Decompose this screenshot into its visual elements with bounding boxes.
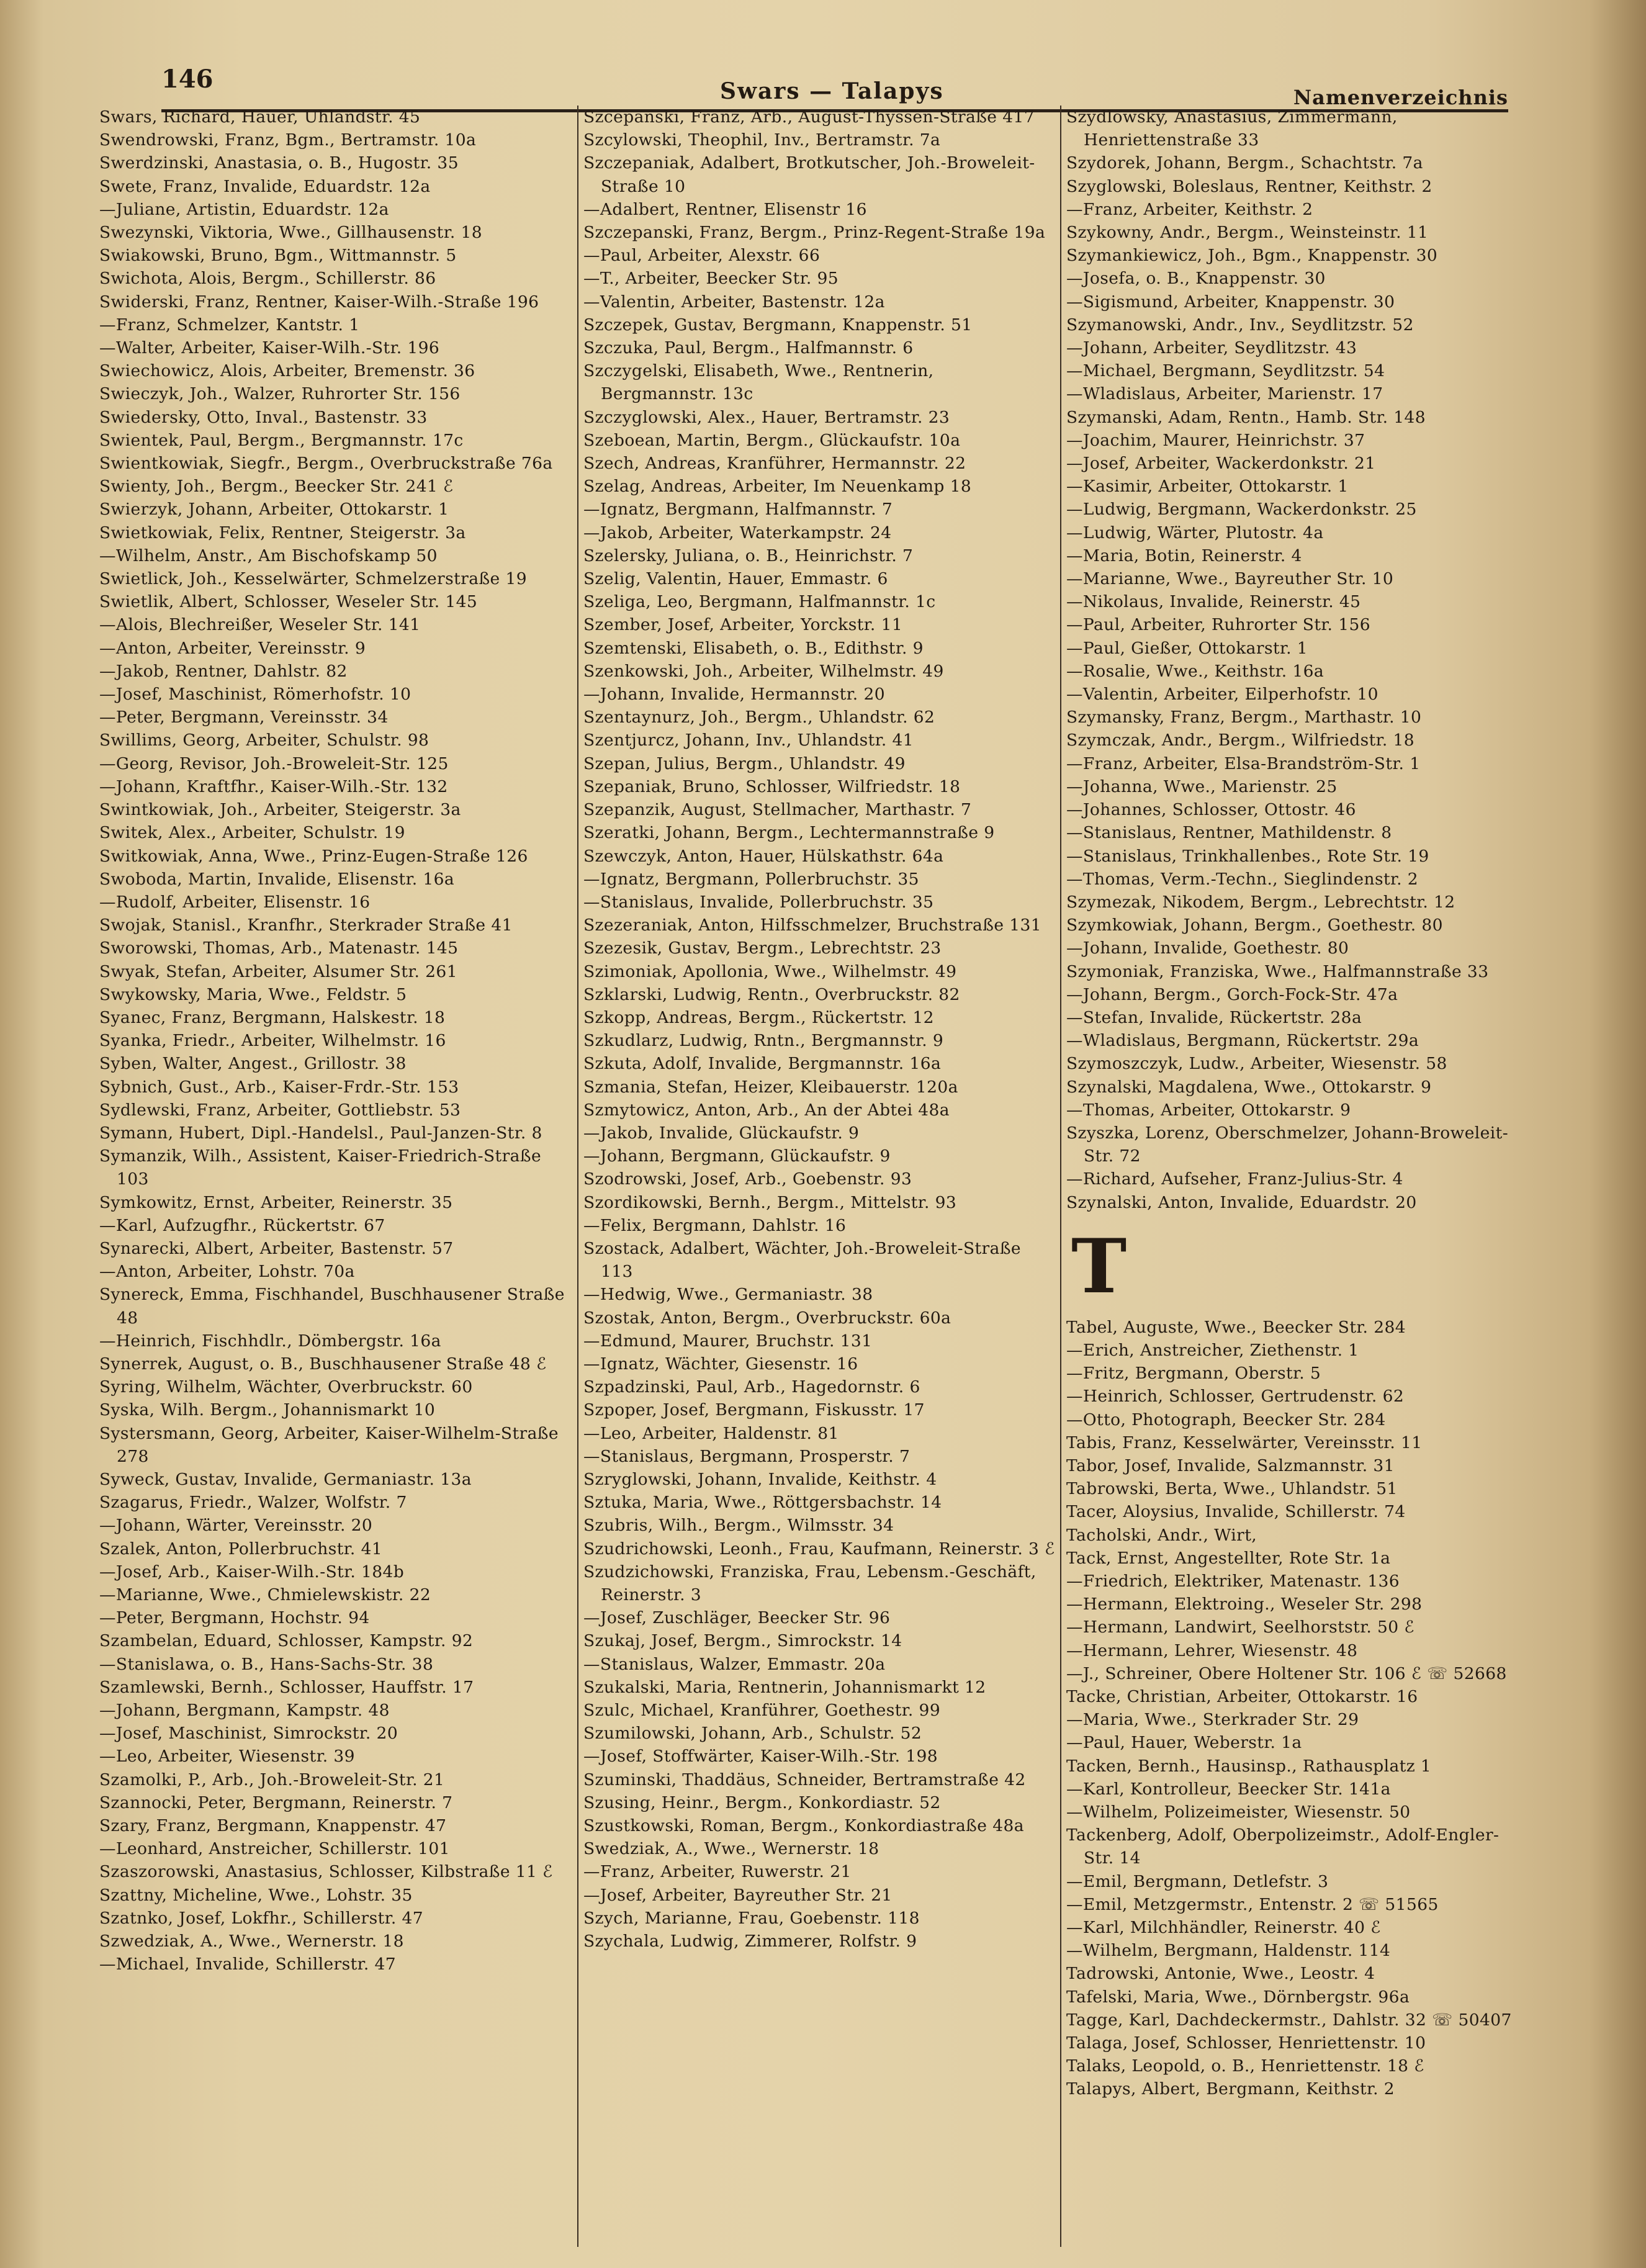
directory-entry: —Jakob, Invalide, Glückaufstr. 9 [583,1123,860,1143]
directory-entry: Szczepanski, Franz, Bergm., Prinz-Regent-Straße 19a [583,223,1046,243]
directory-entry: —Ludwig, Bergmann, Wackerdonkstr. 25 [1066,500,1417,520]
directory-entry: Szychala, Ludwig, Zimmerer, Rolfstr. 9 [583,1932,917,1951]
directory-entry: Szepaniak, Bruno, Schlosser, Wilfriedstr. 18 [583,776,961,796]
column-3-s-entries [1066,106,1519,1214]
directory-entry: —Johanna, Wwe., Marienstr. 25 [1066,776,1338,796]
directory-entry: —Stanislaus, Invalide, Pollerbruchstr. 35 [583,892,934,912]
running-title: Swars — Talapys [720,78,944,104]
directory-entry: Szkudlarz, Ludwig, Rntn., Bergmannstr. 9 [583,1031,944,1051]
directory-entry: Szamlewski, Bernh., Schlosser, Hauffstr. 17 [99,1677,474,1697]
directory-entry: Szuminski, Thaddäus, Schneider, Bertramstraße 42 [583,1770,1026,1789]
directory-entry: Swyak, Stefan, Arbeiter, Alsumer Str. 261 [99,961,457,981]
directory-entry: Szczyglowski, Alex., Hauer, Bertramstr. 23 [583,407,950,427]
directory-entry: —Johann, Arbeiter, Seydlitzstr. 43 [1066,338,1357,358]
directory-entry: Tacholski, Andr., Wirt, [1066,1525,1257,1545]
directory-entry: —Michael, Invalide, Schillerstr. 47 [99,1955,396,1974]
directory-entry: —J., Schreiner, Obere Holtener Str. 106 ℰ ☏ 52668 [1066,1663,1507,1683]
directory-entry: —Nikolaus, Invalide, Reinerstr. 45 [1066,592,1361,612]
directory-entry: Symanzik, Wilh., Assistent, Kaiser-Friedrich-Straße 103 [99,1146,542,1189]
directory-entry: —Franz, Arbeiter, Elsa-Brandström-Str. 1 [1066,754,1421,773]
directory-entry: Syben, Walter, Angest., Grillostr. 38 [99,1054,407,1074]
directory-entry: Tabel, Auguste, Wwe., Beecker Str. 284 [1066,1317,1406,1337]
directory-entry: —Paul, Gießer, Ottokarstr. 1 [1066,638,1308,658]
directory-entry: —Wladislaus, Arbeiter, Marienstr. 17 [1066,384,1383,404]
directory-entry: —Peter, Bergmann, Vereinsstr. 34 [99,708,389,727]
directory-entry: —Wladislaus, Bergmann, Rückertstr. 29a [1066,1031,1419,1051]
directory-entry: Szostak, Anton, Bergm., Overbruckstr. 60a [583,1308,951,1328]
directory-entry: Swiakowski, Bruno, Bgm., Wittmannstr. 5 [99,246,457,266]
directory-entry: Szalek, Anton, Pollerbruchstr. 41 [99,1539,383,1559]
directory-entry: —Fritz, Bergmann, Oberstr. 5 [1066,1364,1321,1384]
directory-entry: Szewczyk, Anton, Hauer, Hülskathstr. 64a [583,846,944,866]
directory-entry: —Walter, Arbeiter, Kaiser-Wilh.-Str. 196 [99,338,440,358]
directory-entry: —Josef, Maschinist, Römerhofstr. 10 [99,685,412,704]
directory-entry: —Stanislawa, o. B., Hans-Sachs-Str. 38 [99,1654,434,1674]
directory-entry: —Josef, Stoffwärter, Kaiser-Wilh.-Str. 198 [583,1747,938,1766]
directory-entry: Szklarski, Ludwig, Rentn., Overbruckstr. 82 [583,984,960,1004]
directory-entry: —Johann, Bergmann, Kampstr. 48 [99,1701,390,1721]
directory-entry: —Ignatz, Bergmann, Pollerbruchstr. 35 [583,869,919,889]
directory-entry: Szustkowski, Roman, Bergm., Konkordiastraße 48a [583,1816,1024,1836]
directory-entry: —Franz, Arbeiter, Keithstr. 2 [1066,199,1313,219]
directory-entry: Szagarus, Friedr., Walzer, Wolfstr. 7 [99,1493,407,1513]
directory-entry: Szymansky, Franz, Bergm., Marthastr. 10 [1066,708,1422,727]
directory-entry: Swete, Franz, Invalide, Eduardstr. 12a [99,176,431,196]
directory-entry: —Friedrich, Elektriker, Matenastr. 136 [1066,1571,1400,1591]
directory-entry: Synereck, Emma, Fischhandel, Buschhausener Straße 48 [99,1285,565,1328]
directory-entry: Szymoszczyk, Ludw., Arbeiter, Wiesenstr. 58 [1066,1054,1447,1074]
directory-entry: Swoboda, Martin, Invalide, Elisenstr. 16a [99,869,455,889]
directory-entry: Syring, Wilhelm, Wächter, Overbruckstr. 60 [99,1377,473,1397]
directory-entry: Swykowsky, Maria, Wwe., Feldstr. 5 [99,984,407,1004]
directory-entry: Szamolki, P., Arb., Joh.-Broweleit-Str. 21 [99,1770,445,1789]
directory-entry: Switkowiak, Anna, Wwe., Prinz-Eugen-Straße 126 [99,846,528,866]
directory-entry: Swietlick, Joh., Kesselwärter, Schmelzerstraße 19 [99,569,527,589]
directory-entry: Szannocki, Peter, Bergmann, Reinerstr. 7 [99,1793,453,1812]
directory-entry: —Ignatz, Wächter, Giesenstr. 16 [583,1354,858,1374]
directory-entry: Swerdzinski, Anastasia, o. B., Hugostr. 35 [99,153,459,173]
directory-entry: —Rudolf, Arbeiter, Elisenstr. 16 [99,892,371,912]
directory-entry: Szudrichowski, Leonh., Frau, Kaufmann, Reinerstr. 3 ℰ [583,1539,1055,1559]
directory-entry: —Rosalie, Wwe., Keithstr. 16a [1066,661,1324,681]
directory-entry: Tabrowski, Berta, Wwe., Uhlandstr. 51 [1066,1479,1398,1499]
directory-entry: Swietlik, Albert, Schlosser, Weseler Str. 145 [99,592,478,612]
directory-entry: —Stanislaus, Trinkhallenbes., Rote Str. 19 [1066,846,1429,866]
directory-entry: Szyglowski, Boleslaus, Rentner, Keithstr. 2 [1066,176,1432,196]
directory-entry: Sztuka, Maria, Wwe., Röttgersbachstr. 14 [583,1493,942,1513]
directory-entry: Syweck, Gustav, Invalide, Germaniastr. 13a [99,1469,472,1489]
directory-entry: Szymanowski, Andr., Inv., Seydlitzstr. 52 [1066,315,1414,335]
directory-entry: Szusing, Heinr., Bergm., Konkordiastr. 52 [583,1793,941,1812]
directory-entry: Szenkowski, Joh., Arbeiter, Wilhelmstr. 49 [583,661,944,681]
directory-entry: —Josef, Arb., Kaiser-Wilh.-Str. 184b [99,1562,405,1582]
directory-entry: —Paul, Arbeiter, Alexstr. 66 [583,246,821,266]
section-title: Namenverzeichnis [1293,86,1508,109]
directory-entry: —Ludwig, Wärter, Plutostr. 4a [1066,523,1324,542]
directory-entry: —Maria, Wwe., Sterkrader Str. 29 [1066,1710,1359,1730]
directory-entry: Symkowitz, Ernst, Arbeiter, Reinerstr. 35 [99,1192,453,1212]
directory-entry: —Wilhelm, Bergmann, Haldenstr. 114 [1066,1941,1391,1961]
directory-entry: —Stefan, Invalide, Rückertstr. 28a [1066,1007,1362,1027]
directory-entry: —Maria, Botin, Reinerstr. 4 [1066,546,1302,565]
directory-entry: —Edmund, Maurer, Bruchstr. 131 [583,1331,873,1351]
directory-entry: —Johann, Invalide, Goethestr. 80 [1066,938,1349,958]
directory-entry: —Josef, Zuschläger, Beecker Str. 96 [583,1608,891,1628]
directory-entry: Szkopp, Andreas, Bergm., Rückertstr. 12 [583,1007,934,1027]
directory-entry: —Sigismund, Arbeiter, Knappenstr. 30 [1066,292,1395,312]
directory-entry: Szepanzik, August, Stellmacher, Marthastr. 7 [583,800,972,820]
directory-entry: Szykowny, Andr., Bergm., Weinsteinstr. 11 [1066,223,1429,243]
directory-entry: —Joachim, Maurer, Heinrichstr. 37 [1066,430,1365,450]
directory-entry: —Josefa, o. B., Knappenstr. 30 [1066,269,1326,289]
directory-entry: Szelig, Valentin, Hauer, Emmastr. 6 [583,569,888,589]
directory-entry: —Johann, Invalide, Hermannstr. 20 [583,685,885,704]
directory-entry: Szych, Marianne, Frau, Goebenstr. 118 [583,1908,920,1928]
directory-entry: Szech, Andreas, Kranführer, Hermannstr. 22 [583,454,966,474]
directory-entry: Szymanski, Adam, Rentn., Hamb. Str. 148 [1066,407,1426,427]
directory-entry: Szemtenski, Elisabeth, o. B., Edithstr. 9 [583,638,924,658]
directory-entry: Swillims, Georg, Arbeiter, Schulstr. 98 [99,731,429,750]
directory-entry: Szcylowski, Theophil, Inv., Bertramstr. 7a [583,130,941,150]
directory-entry: —Georg, Revisor, Joh.-Broweleit-Str. 125 [99,754,449,773]
column-3 [1060,106,1519,2247]
directory-entry: Swienty, Joh., Bergm., Beecker Str. 241 ℰ [99,477,454,497]
directory-entry: —Karl, Milchhändler, Reinerstr. 40 ℰ [1066,1918,1381,1938]
directory-entry: Szodrowski, Josef, Arb., Goebenstr. 93 [583,1169,912,1189]
directory-entry: Szymoniak, Franziska, Wwe., Halfmannstraße 33 [1066,961,1489,981]
directory-entry: Szmytowicz, Anton, Arb., An der Abtei 48a [583,1100,950,1120]
directory-entry: Sybnich, Gust., Arb., Kaiser-Frdr.-Str. 153 [99,1077,459,1097]
directory-entry: Szydorek, Johann, Bergm., Schachtstr. 7a [1066,153,1423,173]
directory-entry: —Stanislaus, Walzer, Emmastr. 20a [583,1654,886,1674]
directory-entry: —T., Arbeiter, Beecker Str. 95 [583,269,839,289]
directory-entry: —Stanislaus, Bergmann, Prosperstr. 7 [583,1446,911,1466]
directory-entry: Szelag, Andreas, Arbeiter, Im Neuenkamp 18 [583,477,972,497]
directory-entry: Sworowski, Thomas, Arb., Matenastr. 145 [99,938,459,958]
directory-entry: Szumilowski, Johann, Arb., Schulstr. 52 [583,1724,922,1744]
directory-entry: Syanka, Friedr., Arbeiter, Wilhelmstr. 16 [99,1031,446,1051]
directory-entry: Szentjurcz, Johann, Inv., Uhlandstr. 41 [583,731,914,750]
directory-entry: Szukaj, Josef, Bergm., Simrockstr. 14 [583,1631,902,1651]
directory-entry: Szezesik, Gustav, Bergm., Lebrechtstr. 23 [583,938,942,958]
directory-entry: —Anton, Arbeiter, Lohstr. 70a [99,1262,355,1282]
directory-entry: —Ignatz, Bergmann, Halfmannstr. 7 [583,500,893,520]
directory-entry: —Peter, Bergmann, Hochstr. 94 [99,1608,370,1628]
directory-entry: Szordikowski, Bernh., Bergm., Mittelstr. 93 [583,1192,957,1212]
directory-entry: —Adalbert, Rentner, Elisenstr 16 [583,199,867,219]
directory-entry: Szwedziak, A., Wwe., Wernerstr. 18 [99,1932,404,1951]
directory-entry: Szember, Josef, Arbeiter, Yorckstr. 11 [583,615,903,635]
directory-entry: —Paul, Arbeiter, Ruhrorter Str. 156 [1066,615,1370,635]
directory-entry: Szezeraniak, Anton, Hilfsschmelzer, Bruchstraße 131 [583,916,1042,935]
directory-entry: —Anton, Arbeiter, Vereinsstr. 9 [99,638,366,658]
directory-entry: Szcepanski, Franz, Arb., August-Thyssen-Straße 417 [583,107,1035,127]
directory-entry: —Josef, Arbeiter, Bayreuther Str. 21 [583,1885,893,1905]
directory-entry: —Thomas, Verm.-Techn., Sieglindenstr. 2 [1066,869,1419,889]
directory-entry: Swars, Richard, Hauer, Uhlandstr. 45 [99,107,421,127]
directory-entry: Szepan, Julius, Bergm., Uhlandstr. 49 [583,754,906,773]
directory-entry: Tagge, Karl, Dachdeckermstr., Dahlstr. 32 ☏ 50407 [1066,2010,1512,2030]
directory-entry: —Franz, Schmelzer, Kantstr. 1 [99,315,360,335]
directory-entry: Szostack, Adalbert, Wächter, Joh.-Broweleit-Straße 113 [583,1238,1022,1282]
directory-entry: —Otto, Photograph, Beecker Str. 284 [1066,1410,1386,1429]
directory-entry: —Johann, Kraftfhr., Kaiser-Wilh.-Str. 132 [99,776,448,796]
directory-entry: —Hermann, Elektroing., Weseler Str. 298 [1066,1595,1423,1614]
directory-entry: —Heinrich, Schlosser, Gertrudenstr. 62 [1066,1387,1405,1406]
directory-entry: Szulc, Michael, Kranführer, Goethestr. 99 [583,1701,941,1721]
directory-entry: Syska, Wilh. Bergm., Johannismarkt 10 [99,1400,436,1420]
directory-entry: Tabor, Josef, Invalide, Salzmannstr. 31 [1066,1456,1395,1475]
directory-entry: —Johannes, Schlosser, Ottostr. 46 [1066,800,1356,820]
directory-entry: Swichota, Alois, Bergm., Schillerstr. 86 [99,269,436,289]
directory-entry: Szpoper, Josef, Bergmann, Fiskusstr. 17 [583,1400,925,1420]
column-3-t-entries [1066,1316,1519,2101]
directory-entry: —Richard, Aufseher, Franz-Julius-Str. 4 [1066,1169,1403,1189]
directory-entry: —Hedwig, Wwe., Germaniastr. 38 [583,1285,873,1305]
directory-entry: Swendrowski, Franz, Bgm., Bertramstr. 10a [99,130,477,150]
directory-entry: Tabis, Franz, Kesselwärter, Vereinsstr. 11 [1066,1433,1423,1452]
directory-entry: Szymezak, Nikodem, Bergm., Lebrechtstr. 12 [1066,892,1455,912]
directory-entry: Tacken, Bernh., Hausinsp., Rathausplatz 1 [1066,1756,1432,1776]
directory-entry: Szeratki, Johann, Bergm., Lechtermannstraße 9 [583,823,995,843]
directory-entry: Synerrek, August, o. B., Buschhausener Straße 48 ℰ [99,1354,547,1374]
directory-entry: —Leo, Arbeiter, Wiesenstr. 39 [99,1747,355,1766]
directory-entry: Swientek, Paul, Bergm., Bergmannstr. 17c [99,430,464,450]
directory-entry: Swiedersky, Otto, Inval., Bastenstr. 33 [99,407,428,427]
directory-entry: —Marianne, Wwe., Bayreuther Str. 10 [1066,569,1394,589]
directory-entry: Synarecki, Albert, Arbeiter, Bastenstr. 57 [99,1238,454,1258]
directory-entry: —Josef, Maschinist, Simrockstr. 20 [99,1724,398,1744]
directory-entry: —Emil, Bergmann, Detlefstr. 3 [1066,1871,1329,1891]
directory-entry: —Jakob, Rentner, Dahlstr. 82 [99,661,348,681]
directory-entry: —Johann, Bergmann, Glückaufstr. 9 [583,1146,891,1166]
page-number: 146 [161,65,214,94]
directory-entry: —Leo, Arbeiter, Haldenstr. 81 [583,1423,839,1443]
directory-entry: Szentaynurz, Joh., Bergm., Uhlandstr. 62 [583,708,935,727]
directory-entry: Szkuta, Adolf, Invalide, Bergmannstr. 16a [583,1054,942,1074]
directory-entry: Szymkowiak, Johann, Bergm., Goethestr. 80 [1066,916,1443,935]
directory-entry: —Wilhelm, Polizeimeister, Wiesenstr. 50 [1066,1802,1411,1822]
directory-entry: —Thomas, Arbeiter, Ottokarstr. 9 [1066,1100,1351,1120]
directory-entry: Swezynski, Viktoria, Wwe., Gillhausenstr. 18 [99,223,483,243]
directory-entry: Swierzyk, Johann, Arbeiter, Ottokarstr. 1 [99,500,449,520]
directory-entry: Tafelski, Maria, Wwe., Dörnbergstr. 96a [1066,1987,1410,2007]
directory-entry: —Stanislaus, Rentner, Mathildenstr. 8 [1066,823,1392,843]
directory-entry: —Hermann, Lehrer, Wiesenstr. 48 [1066,1640,1358,1660]
directory-entry: Swedziak, A., Wwe., Wernerstr. 18 [583,1839,879,1859]
directory-entry: Tackenberg, Adolf, Oberpolizeimstr., Adolf-Engler-Str. 14 [1066,1825,1500,1868]
directory-entry: Tack, Ernst, Angestellter, Rote Str. 1a [1066,1548,1391,1568]
directory-entry: —Karl, Kontrolleur, Beecker Str. 141a [1066,1779,1391,1799]
directory-entry: Szatnko, Josef, Lokfhr., Schillerstr. 47 [99,1908,423,1928]
directory-entry: Szyszka, Lorenz, Oberschmelzer, Johann-Broweleit-Str. 72 [1066,1123,1509,1166]
directory-entry: Szynalski, Magdalena, Wwe., Ottokarstr. 9 [1066,1077,1432,1097]
directory-entry: —Michael, Bergmann, Seydlitzstr. 54 [1066,361,1385,381]
directory-entry: —Heinrich, Fischhdlr., Dömbergstr. 16a [99,1331,441,1351]
directory-entry: Swiderski, Franz, Rentner, Kaiser-Wilh.-Straße 196 [99,292,539,312]
directory-entry: Switek, Alex., Arbeiter, Schulstr. 19 [99,823,405,843]
directory-entry: Szymankiewicz, Joh., Bgm., Knappenstr. 30 [1066,246,1438,266]
directory-entry: Szeboean, Martin, Bergm., Glückaufstr. 10a [583,430,961,450]
column-2 [577,106,1055,2247]
directory-entry: —Leonhard, Anstreicher, Schillerstr. 101 [99,1839,450,1859]
directory-entry: Swiechowicz, Alois, Arbeiter, Bremenstr. 36 [99,361,475,381]
directory-entry: —Valentin, Arbeiter, Bastenstr. 12a [583,292,885,312]
directory-entry: Szattny, Micheline, Wwe., Lohstr. 35 [99,1885,413,1905]
directory-entry: —Johann, Bergm., Gorch-Fock-Str. 47a [1066,984,1398,1004]
column-1 [99,106,577,2247]
directory-entry: —Valentin, Arbeiter, Eilperhofstr. 10 [1066,685,1378,704]
directory-entry: Talaga, Josef, Schlosser, Henriettenstr. 10 [1066,2033,1426,2053]
directory-entry: —Marianne, Wwe., Chmielewskistr. 22 [99,1585,431,1604]
directory-entry: Szambelan, Eduard, Schlosser, Kampstr. 92 [99,1631,474,1651]
directory-entry: Swieczyk, Joh., Walzer, Ruhrorter Str. 156 [99,384,461,404]
directory-entry: Szczepaniak, Adalbert, Brotkutscher, Joh.-Broweleit-Straße 10 [583,153,1035,196]
directory-entry: —Jakob, Arbeiter, Waterkampstr. 24 [583,523,892,542]
directory-entry: Szubris, Wilh., Bergm., Wilmsstr. 34 [583,1516,894,1536]
directory-entry: —Juliane, Artistin, Eduardstr. 12a [99,199,389,219]
directory-entry: —Johann, Wärter, Vereinsstr. 20 [99,1516,373,1536]
directory-entry: Szukalski, Maria, Rentnerin, Johannismarkt 12 [583,1677,986,1697]
directory-entry: Tacer, Aloysius, Invalide, Schillerstr. 74 [1066,1502,1406,1522]
directory-entry: —Josef, Arbeiter, Wackerdonkstr. 21 [1066,454,1376,474]
directory-entry: Szpadzinski, Paul, Arb., Hagedornstr. 6 [583,1377,920,1397]
directory-entry: Sydlewski, Franz, Arbeiter, Gottliebstr. 53 [99,1100,461,1120]
directory-entry: Swintkowiak, Joh., Arbeiter, Steigerstr. 3a [99,800,461,820]
directory-entry: Syanec, Franz, Bergmann, Halskestr. 18 [99,1007,446,1027]
directory-entry: Symann, Hubert, Dipl.-Handelsl., Paul-Janzen-Str. 8 [99,1123,542,1143]
directory-entry: Szymczak, Andr., Bergm., Wilfriedstr. 18 [1066,731,1414,750]
directory-entry: —Karl, Aufzugfhr., Rückertstr. 67 [99,1215,385,1235]
directory-entry: Szudzichowski, Franziska, Frau, Lebensm.-Geschäft, Reinerstr. 3 [583,1562,1037,1604]
directory-entry: Szelersky, Juliana, o. B., Heinrichstr. 7 [583,546,914,565]
directory-entry: Szary, Franz, Bergmann, Knappenstr. 47 [99,1816,447,1836]
directory-entry: Swojak, Stanisl., Kranfhr., Sterkrader Straße 41 [99,916,513,935]
directory-entry: Tadrowski, Antonie, Wwe., Leostr. 4 [1066,1964,1375,1984]
directory-entry: Talaks, Leopold, o. B., Henriettenstr. 18 ℰ [1066,2056,1424,2076]
directory-entry: —Emil, Metzgermstr., Entenstr. 2 ☏ 51565 [1066,1894,1439,1914]
directory-entry: —Felix, Bergmann, Dahlstr. 16 [583,1215,847,1235]
directory-entry: Tacke, Christian, Arbeiter, Ottokarstr. 16 [1066,1687,1418,1706]
directory-entry: Szynalski, Anton, Invalide, Eduardstr. 20 [1066,1192,1417,1212]
directory-entry: —Alois, Blechreißer, Weseler Str. 141 [99,615,421,635]
directory-entry: Szimoniak, Apollonia, Wwe., Wilhelmstr. 49 [583,961,957,981]
directory-entry: —Franz, Arbeiter, Ruwerstr. 21 [583,1862,852,1882]
directory-entry: Systersmann, Georg, Arbeiter, Kaiser-Wilhelm-Straße 278 [99,1423,559,1466]
directory-entry: Talapys, Albert, Bergmann, Keithstr. 2 [1066,2079,1395,2099]
directory-entry: —Hermann, Landwirt, Seelhorststr. 50 ℰ [1066,1618,1414,1637]
directory-entry: Szaszorowski, Anastasius, Schlosser, Kilbstraße 11 ℰ [99,1862,553,1882]
directory-entry: —Paul, Hauer, Weberstr. 1a [1066,1733,1302,1753]
directory-entry: —Erich, Anstreicher, Ziethenstr. 1 [1066,1340,1359,1360]
directory-entry: Szydlowsky, Anastasius, Zimmermann, Henriettenstraße 33 [1066,107,1398,150]
directory-entry: Szczygelski, Elisabeth, Wwe., Rentnerin, Bergmannstr. 13c [583,361,934,404]
directory-entry: —Kasimir, Arbeiter, Ottokarstr. 1 [1066,477,1349,497]
section-letter-heading: T [1071,1222,1127,1310]
directory-entry: Szeliga, Leo, Bergmann, Halfmannstr. 1c [583,592,936,612]
directory-entry: Swientkowiak, Siegfr., Bergm., Overbruckstraße 76a [99,454,553,474]
directory-entry: Szryglowski, Johann, Invalide, Keithstr. 4 [583,1469,937,1489]
directory-entry: Szmania, Stefan, Heizer, Kleibauerstr. 120a [583,1077,958,1097]
directory-entry: Swietkowiak, Felix, Rentner, Steigerstr. 3a [99,523,466,542]
directory-entry: —Wilhelm, Anstr., Am Bischofskamp 50 [99,546,438,565]
directory-entry: Szczepek, Gustav, Bergmann, Knappenstr. 51 [583,315,973,335]
directory-entry: Szczuka, Paul, Bergm., Halfmannstr. 6 [583,338,914,358]
